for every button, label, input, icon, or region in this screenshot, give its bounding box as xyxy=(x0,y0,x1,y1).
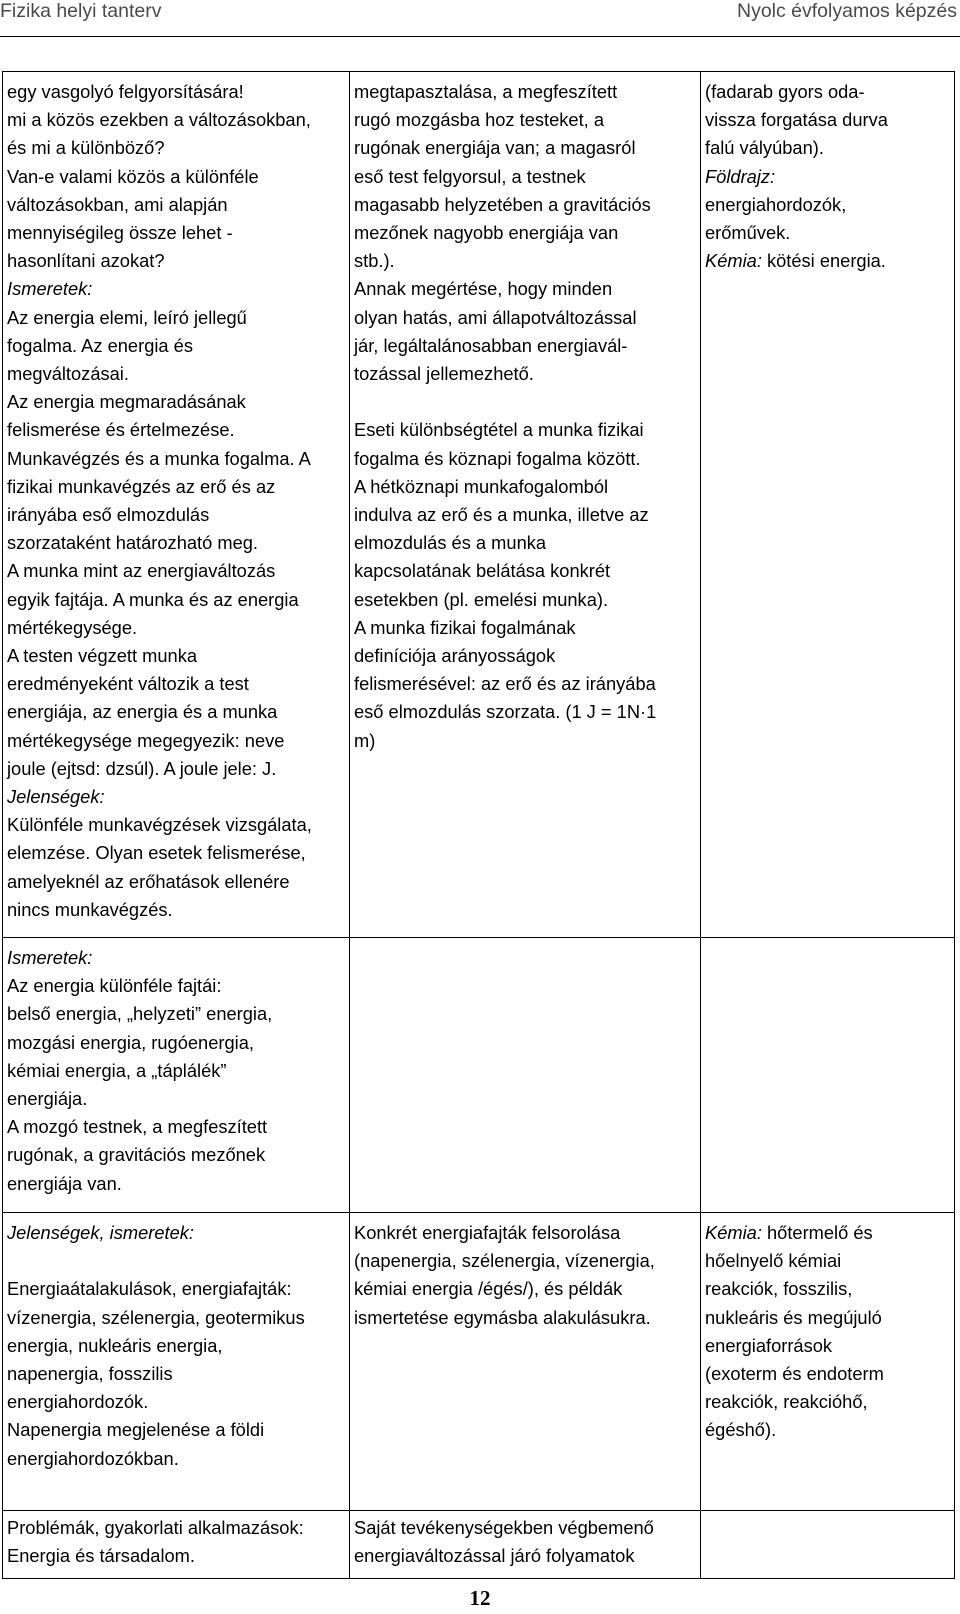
text-line: energiája, az energia és a munka xyxy=(7,701,278,723)
text-line: energiája van. xyxy=(7,1172,122,1194)
table-row xyxy=(3,938,955,1213)
text-line: kémiai energia, a „táplálék” xyxy=(7,1059,227,1081)
text-line: kémiai energia /égés/), és példák xyxy=(354,1278,623,1300)
text-line: szorzataként határozható meg. xyxy=(7,532,259,554)
text-line: Van-e valami közös a különféle xyxy=(7,165,259,187)
text-line: definíciója arányosságok xyxy=(354,645,556,667)
text-line: A mozgó testnek, a megfeszített xyxy=(7,1116,268,1138)
text-line: jár, legáltalánosabban energiavál- xyxy=(354,334,628,356)
text-line: Az energia különféle fajtái: xyxy=(7,975,222,997)
text-line: m) xyxy=(354,729,376,751)
header-title: Fizika helyi tanterv xyxy=(0,0,162,22)
text-line: energiaváltozással járó folyamatok xyxy=(354,1545,635,1567)
text-line: magasabb helyzetében a gravitációs xyxy=(354,193,651,215)
text-line xyxy=(705,247,950,275)
text-line: rugónak energiája van; a magasról xyxy=(354,137,636,159)
text-line: energiahordozók, xyxy=(705,193,847,215)
text-line: stb.). xyxy=(354,250,395,272)
content-cell xyxy=(3,938,350,1213)
page-number: 12 xyxy=(469,1586,491,1610)
header-subtitle: Nyolc évfolyamos képzés xyxy=(736,0,957,22)
activity-cell xyxy=(350,72,701,938)
text-line: fogalma. Az energia és xyxy=(7,334,193,356)
section-heading: Ismeretek: xyxy=(7,947,93,968)
text-line: eső elmozdulás szorzata. (1 J = 1N·1 xyxy=(354,701,657,723)
text-line: belső energia, „helyzeti” energia, xyxy=(7,1003,273,1025)
connections-cell xyxy=(701,1213,955,1511)
text-line: eső test felgyorsul, a testnek xyxy=(354,165,586,187)
text-line: mennyiségileg össze lehet - xyxy=(7,222,233,244)
connections-cell xyxy=(701,938,955,1213)
text-line: rugónak, a gravitációs mezőnek xyxy=(7,1144,266,1166)
text-line: elemzése. Olyan esetek felismerése, xyxy=(7,842,306,864)
text-line: ismertetése egymásba alakulásukra. xyxy=(354,1306,651,1328)
text-line: égéshő). xyxy=(705,1419,777,1441)
connections-cell xyxy=(701,1511,955,1579)
text-line: amelyeknél az erőhatások ellenére xyxy=(7,870,290,892)
text-line: Saját tevékenységekben végbemenő xyxy=(354,1517,654,1538)
text-line: mezőnek nagyobb energiája van xyxy=(354,222,619,244)
text-line xyxy=(705,1219,950,1247)
text-line: vissza forgatása durva xyxy=(705,109,888,131)
text-line: Annak megértése, hogy minden xyxy=(354,278,613,300)
text-line: mértékegysége megegyezik: neve xyxy=(7,729,285,751)
text-line: Munkavégzés és a munka fogalma. A xyxy=(7,447,311,469)
text-line: energiahordozókban. xyxy=(7,1447,179,1469)
text-line: A munka fizikai fogalmának xyxy=(354,616,576,638)
text-line: vízenergia, szélenergia, geotermikus xyxy=(7,1306,305,1328)
table-row xyxy=(3,1213,955,1511)
text-line: hasonlítani azokat? xyxy=(7,250,165,272)
text-line: falú vályúban). xyxy=(705,137,824,159)
text-line: (fadarab gyors oda- xyxy=(705,81,865,102)
text-line: változásokban, ami alapján xyxy=(7,193,228,215)
text-line: Az energia megmaradásának xyxy=(7,391,246,413)
subject-label: Kémia: xyxy=(705,250,762,272)
text-line: irányába eső elmozdulás xyxy=(7,504,210,526)
text-line: Energia és társadalom. xyxy=(7,1545,195,1567)
curriculum-table xyxy=(2,71,955,1579)
text-line: energiája. xyxy=(7,1088,88,1110)
text-line: eredményeként változik a test xyxy=(7,673,249,695)
text-line: reakciók, reakcióhő, xyxy=(705,1391,868,1413)
text-line: Problémák, gyakorlati alkalmazások: xyxy=(7,1517,304,1538)
text-line: olyan hatás, ami állapotváltozással xyxy=(354,306,637,328)
line-text: hőtermelő és xyxy=(761,1222,873,1243)
text-line: fogalma és köznapi fogalma között. xyxy=(354,447,641,469)
text-line: Különféle munkavégzések vizsgálata, xyxy=(7,814,312,836)
text-line: A hétköznapi munkafogalomból xyxy=(354,475,609,497)
text-line: mértékegysége. xyxy=(7,616,138,638)
text-line: Energiaátalakulások, energiafajták: xyxy=(7,1278,292,1300)
text-line: reakciók, fosszilis, xyxy=(705,1278,853,1300)
table-row xyxy=(3,72,955,938)
activity-cell xyxy=(350,1511,701,1579)
section-heading: Ismeretek: xyxy=(7,278,93,300)
text-line: energiaforrások xyxy=(705,1334,833,1356)
text-line: (napenergia, szélenergia, vízenergia, xyxy=(354,1250,655,1272)
text-line: felismerésével: az erő és az irányába xyxy=(354,673,656,695)
text-line: Eseti különbségtétel a munka fizikai xyxy=(354,419,644,441)
text-line: erőművek. xyxy=(705,222,791,244)
text-line: hőelnyelő kémiai xyxy=(705,1250,842,1272)
text-line: tozással jellemezhető. xyxy=(354,363,534,385)
section-heading: Földrajz: xyxy=(705,165,776,187)
text-line: fizikai munkavégzés az erő és az xyxy=(7,475,276,497)
text-line: Konkrét energiafajták felsorolása xyxy=(354,1222,621,1243)
text-line: elmozdulás és a munka xyxy=(354,532,547,554)
activity-cell xyxy=(350,938,701,1213)
text-line: mozgási energia, rugóenergia, xyxy=(7,1031,254,1053)
text-line: felismerése és értelmezése. xyxy=(7,419,235,441)
subject-label: Kémia: xyxy=(705,1222,762,1243)
text-line: napenergia, fosszilis xyxy=(7,1363,173,1384)
text-line: mi a közös ezekben a változásokban, xyxy=(7,109,311,131)
content-cell xyxy=(3,1511,350,1579)
text-line: esetekben (pl. emelési munka). xyxy=(354,588,609,610)
line-text: kötési energia. xyxy=(761,250,886,272)
table-row xyxy=(3,1511,955,1579)
text-line: egyik fajtája. A munka és az energia xyxy=(7,588,299,610)
section-heading: Jelenségek, ismeretek: xyxy=(7,1222,194,1243)
text-line: A testen végzett munka xyxy=(7,645,198,667)
text-line: nincs munkavégzés. xyxy=(7,898,173,920)
text-line xyxy=(354,388,696,416)
text-line: indulva az erő és a munka, illetve az xyxy=(354,504,649,526)
text-line: energia, nukleáris energia, xyxy=(7,1334,223,1356)
text-line: A munka mint az energiaváltozás xyxy=(7,560,276,582)
text-line: (exoterm és endoterm xyxy=(705,1363,884,1385)
section-heading: Jelenségek: xyxy=(7,786,105,808)
page-header xyxy=(0,0,960,37)
text-line: megtapasztalása, a megfeszített xyxy=(354,81,618,102)
text-line: megváltozásai. xyxy=(7,363,129,385)
activity-cell xyxy=(350,1213,701,1511)
connections-cell xyxy=(701,72,955,938)
text-line: nukleáris és megújuló xyxy=(705,1306,882,1328)
text-line: joule (ejtsd: dzsúl). A joule jele: J. xyxy=(7,757,277,779)
text-line: kapcsolatának belátása konkrét xyxy=(354,560,611,582)
text-line: energiahordozók. xyxy=(7,1391,149,1413)
text-line xyxy=(7,1247,345,1275)
content-cell xyxy=(3,72,350,938)
text-line: Napenergia megjelenése a földi xyxy=(7,1419,265,1441)
text-line: Az energia elemi, leíró jellegű xyxy=(7,306,247,328)
content-cell xyxy=(3,1213,350,1511)
text-line: egy vasgolyó felgyorsítására! xyxy=(7,81,244,102)
text-line: és mi a különböző? xyxy=(7,137,165,159)
text-line: rugó mozgásba hoz testeket, a xyxy=(354,109,604,131)
